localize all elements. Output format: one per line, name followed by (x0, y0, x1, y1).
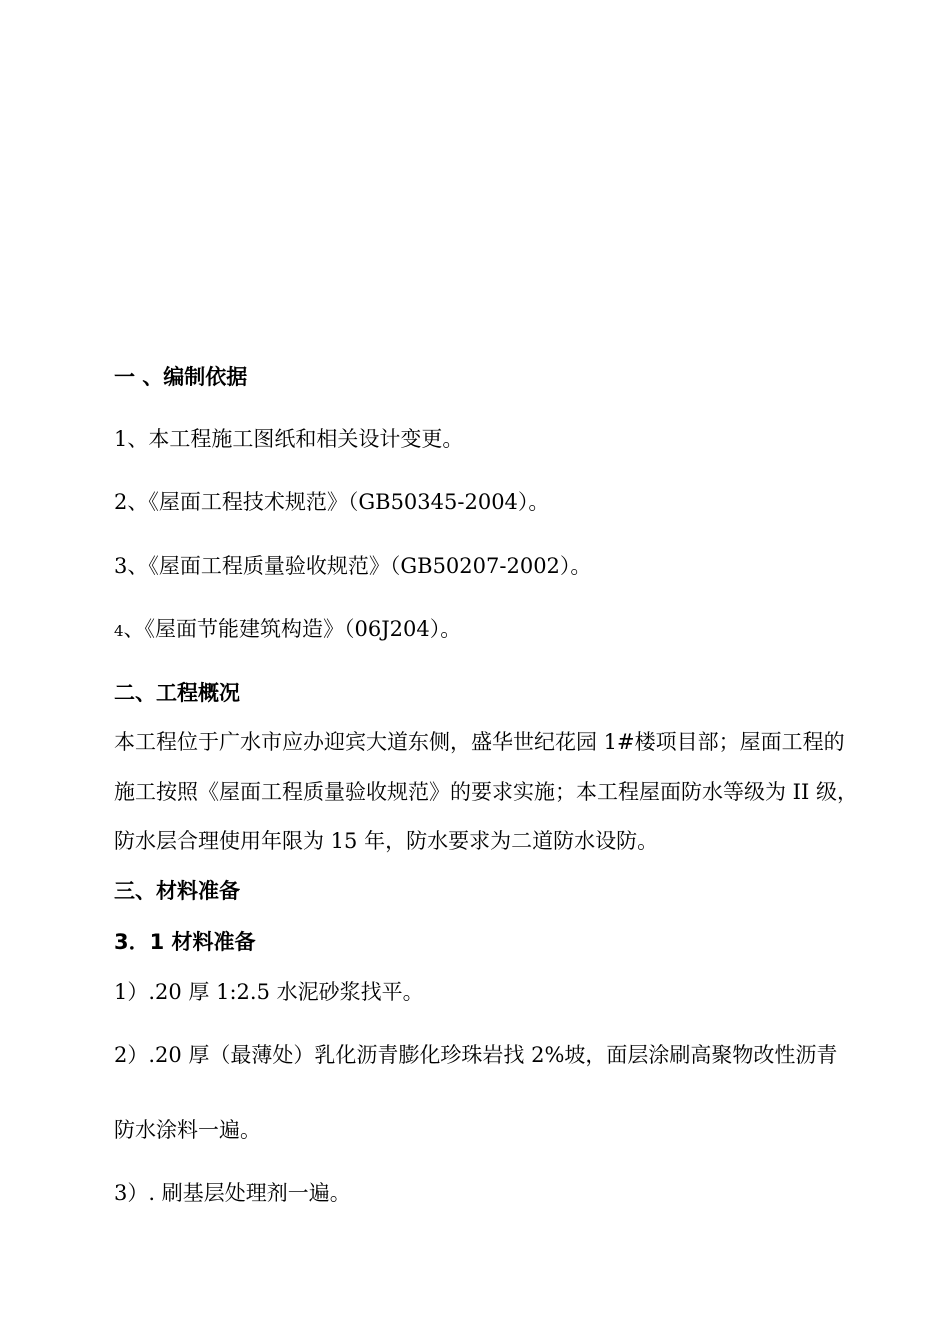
list-item (114, 616, 461, 644)
subsection-heading: 3．1 材料准备 (114, 930, 256, 954)
paragraph-line: 本工程位于广水市应办迎宾大道东侧，盛华世纪花园 1#楼项目部；屋面工程的 (114, 730, 845, 754)
list-item: 2）.20 厚（最薄处）乳化沥青膨化珍珠岩找 2%坡，面层涂刷高聚物改性沥青 (114, 1043, 838, 1067)
list-item-text: 、《屋面节能建筑构造》（06J204）。 (123, 617, 462, 641)
list-item: 3）. 刷基层处理剂一遍。 (114, 1181, 351, 1205)
paragraph-line: 施工按照《屋面工程质量验收规范》的要求实施；本工程屋面防水等级为 II 级， (114, 780, 858, 804)
section-heading-materials: 三、材料准备 (114, 879, 240, 903)
list-item: 1、本工程施工图纸和相关设计变更。 (114, 427, 464, 451)
list-item-continuation: 防水涂料一遍。 (114, 1118, 261, 1142)
list-item: 3、《屋面工程质量验收规范》（GB50207-2002）。 (114, 554, 592, 578)
list-item-number: 4 (114, 622, 124, 640)
section-heading-basis: 一 、编制依据 (114, 365, 248, 389)
list-item: 1）.20 厚 1:2.5 水泥砂浆找平。 (114, 980, 424, 1004)
paragraph-line: 防水层合理使用年限为 15 年，防水要求为二道防水设防。 (114, 829, 659, 853)
list-item: 2、《屋面工程技术规范》（GB50345-2004）。 (114, 490, 550, 514)
section-heading-overview: 二、工程概况 (114, 681, 240, 705)
